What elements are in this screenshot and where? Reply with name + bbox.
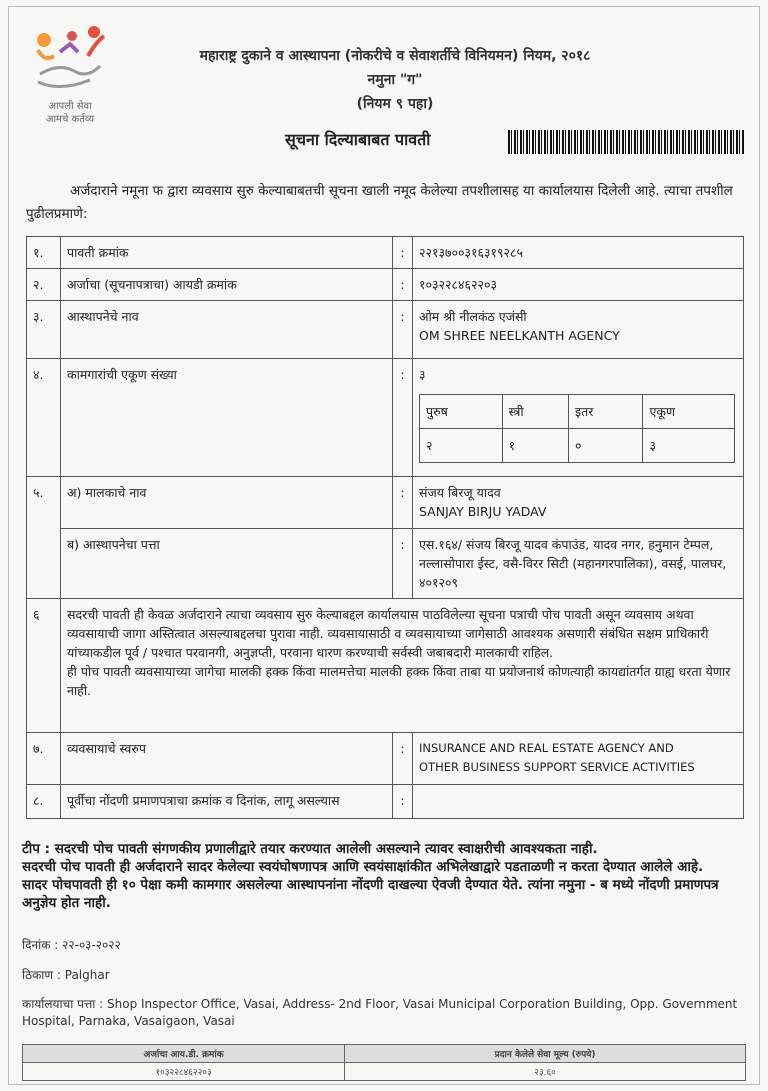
row-number: २. bbox=[27, 269, 61, 301]
table-row bbox=[27, 529, 744, 599]
page-title: सूचना दिल्याबाबत पावती bbox=[285, 130, 431, 149]
row-colon: : bbox=[393, 301, 413, 359]
barcode bbox=[508, 130, 744, 154]
header-act-title: महाराष्ट्र दुकाने व आस्थापना (नोकरीचे व सेवाशर्तीचे विनियमन) नियम, २०१८ bbox=[199, 48, 591, 64]
table-row bbox=[27, 733, 744, 785]
table-row bbox=[27, 785, 744, 819]
row-label: कामगारांची एकूण संख्या bbox=[61, 359, 393, 477]
logo-tagline-line2: आमचे कर्तव्य bbox=[45, 114, 95, 125]
establishment-address: एस.१६४/ संजय बिरजू यादव कंपाउंड, यादव नगर, हनुमान टेम्पल, नल्लासोपारा ईस्ट, वसै-विरर सिटी (महानगरपालिका), वसई, पालघर, ४०१२०९ bbox=[413, 529, 744, 599]
row-number: ७. bbox=[27, 733, 61, 785]
row-label: पावती क्रमांक bbox=[61, 237, 393, 269]
row-colon: : bbox=[393, 477, 413, 529]
table-row bbox=[27, 269, 744, 301]
fee-application-id: १०३२२८४६२२०३ bbox=[23, 1063, 345, 1081]
note-para-3: सादर पोचपावती ही १० पेक्षा कमी कामगार असलेल्या आस्थापनांना नोंदणी दाखल्या ऐवजी देण्यात येते. त्यांना नमुना - ब मध्ये नोंदणी प्रमाणपत्र अनुज्ञेय होत नाही. bbox=[22, 877, 719, 911]
receipt-number: २२१३७००३१६३१९२८५ bbox=[413, 237, 744, 269]
table-row bbox=[27, 599, 744, 733]
count-female: १ bbox=[502, 429, 568, 463]
business-nature-line1: INSURANCE AND REAL ESTATE AGENCY AND bbox=[419, 741, 674, 755]
row-label: अ) मालकाचे नाव bbox=[61, 477, 393, 529]
logo-icon bbox=[30, 22, 110, 100]
row-number: ८. bbox=[27, 785, 61, 819]
disclaimer bbox=[61, 599, 744, 733]
table-row bbox=[27, 359, 744, 477]
row-number: ३. bbox=[27, 301, 61, 359]
note-para-1: टीप : सदरची पोच पावती संगणकीय प्रणालीद्वारे तयार करण्यात आलेली असल्याने त्यावर स्वाक्षरीची आवश्यकता नाही. bbox=[22, 841, 598, 857]
logo-tagline-line1: आपली सेवा bbox=[48, 101, 92, 112]
table-row bbox=[27, 301, 744, 359]
row-number: १. bbox=[27, 237, 61, 269]
disclaimer-text-1: सदरची पावती ही केवळ अर्जदाराने त्याचा व्यवसाय सुरु केल्याबद्दल कार्यालयास पाठविलेल्या सूचना पत्राची पोच पावती असून व्यवसाय अथवा व्यवसायाची जागा अस्तित्वात असल्याबद्दलचा पुरावा नाही. व्यवसायासाठी व व्यवसायाच्या जागेसाठी आवश्यक असणारी संबंधित सक्षम प्राधिकारी यांच्याकडील पूर्व / पश्चात परवानगी, अनुज्ञप्ती, परवाना धारण करण्याची सर्वस्वी जबाबदारी मालकाची राहिल. bbox=[67, 607, 709, 660]
details-table bbox=[26, 236, 744, 819]
row-label: व्यवसायाचे स्वरुप bbox=[61, 733, 393, 785]
header-other: इतर bbox=[569, 395, 643, 429]
disclaimer-text-2: ही पोच पावती व्यवसायाच्या जागेचा मालकी हक्क किंवा मालमत्तेचा मालकी हक्क किंवा ताबा या प्रयोजनार्थ कोणत्याही कायद्यांतर्गत ग्राह्य धरता येणार नाही. bbox=[67, 664, 731, 698]
business-nature bbox=[413, 733, 744, 785]
owner-name-english: SANJAY BIRJU YADAV bbox=[419, 504, 547, 519]
row-label: पूर्वीचा नोंदणी प्रमाणपत्राचा क्रमांक व दिनांक, लागू असल्यास bbox=[61, 785, 393, 819]
aaple-sarkar-logo bbox=[30, 22, 110, 132]
row-colon: : bbox=[393, 733, 413, 785]
table-row bbox=[27, 477, 744, 529]
row-colon: : bbox=[393, 529, 413, 599]
fee-service-charge: २३.६० bbox=[345, 1063, 746, 1081]
table-row bbox=[23, 1063, 746, 1081]
row-colon: : bbox=[393, 359, 413, 477]
note-section bbox=[22, 840, 748, 912]
establishment-name-marathi: ओम श्री नीलकंठ एजंसी bbox=[419, 309, 527, 324]
logo-tagline bbox=[30, 100, 110, 126]
owner-name-marathi: संजय बिरजू यादव bbox=[419, 485, 501, 500]
table-row bbox=[27, 237, 744, 269]
issue-place: ठिकाण : Palghar bbox=[22, 968, 110, 982]
owner-name bbox=[413, 477, 744, 529]
row-number: ४. bbox=[27, 359, 61, 477]
row-label: आस्थापनेचे नाव bbox=[61, 301, 393, 359]
count-male: २ bbox=[420, 429, 503, 463]
header-total: एकूण bbox=[643, 395, 735, 429]
document-header bbox=[115, 44, 675, 116]
note-para-2: सदरची पोच पावती ही अर्जदाराने सादर केलेल्या स्वयंघोषणापत्र आणि स्वयंसाक्षांकीत अभिलेखाद्वारे पडताळणी न करता देण्यात आलेले आहे. bbox=[22, 859, 704, 875]
count-total: ३ bbox=[643, 429, 735, 463]
intro-paragraph: अर्जदाराने नमूना फ द्वारा व्यवसाय सुरु केल्याबाबतची सूचना खाली नमूद केलेल्या तपशीलासह या कार्यालयास दिलेली आहे. त्याचा तपशील पुढीलप्रमाणे: bbox=[26, 183, 733, 222]
row-colon: : bbox=[393, 785, 413, 819]
row-number: ५. bbox=[27, 477, 61, 599]
header-form-name: नमुना "ग" bbox=[367, 72, 423, 88]
table-row bbox=[420, 395, 735, 429]
issue-date: दिनांक : २२-०३-२०२२ bbox=[22, 938, 121, 952]
count-other: ० bbox=[569, 429, 643, 463]
establishment-name-english: OM SHREE NEELKANTH AGENCY bbox=[419, 328, 620, 343]
row-number: ६ bbox=[27, 599, 61, 733]
row-colon: : bbox=[393, 269, 413, 301]
establishment-name bbox=[413, 301, 744, 359]
row-label: अर्जाचा (सूचनापत्राचा) आयडी क्रमांक bbox=[61, 269, 393, 301]
business-nature-line2: OTHER BUSINESS SUPPORT SERVICE ACTIVITIES bbox=[419, 760, 695, 774]
total-workers: ३ bbox=[419, 367, 426, 382]
table-row bbox=[23, 1045, 746, 1063]
previous-registration bbox=[413, 785, 744, 819]
worker-breakdown-table bbox=[419, 394, 735, 463]
header-rule-ref: (नियम ९ पहा) bbox=[356, 96, 434, 112]
table-row bbox=[420, 429, 735, 463]
fee-table bbox=[22, 1044, 746, 1081]
fee-header-service-charge: प्रदान केलेले सेवा मूल्य (रुपये) bbox=[345, 1045, 746, 1063]
row-label: ब) आस्थापनेचा पत्ता bbox=[61, 529, 393, 599]
fee-header-application-id: अर्जाचा आय.डी. क्रमांक bbox=[23, 1045, 345, 1063]
office-address: कार्यालयाचा पत्ता : Shop Inspector Office, Vasai, Address- 2nd Floor, Vasai Municipal Corporation Building, Opp. Government Hospital, Parnaka, Vasaigaon, Vasai bbox=[22, 997, 738, 1028]
row-colon: : bbox=[393, 237, 413, 269]
header-female: स्त्री bbox=[502, 395, 568, 429]
worker-count bbox=[413, 359, 744, 477]
application-id: १०३२२८४६२२०३ bbox=[413, 269, 744, 301]
header-male: पुरुष bbox=[420, 395, 503, 429]
